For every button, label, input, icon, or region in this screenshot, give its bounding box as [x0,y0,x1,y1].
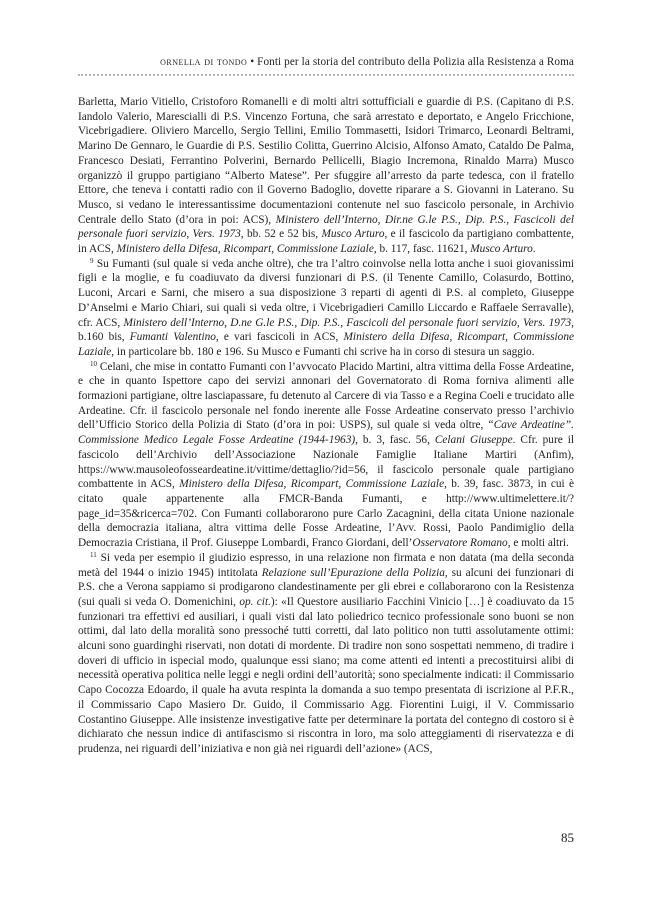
footnote-paragraph [78,551,574,757]
footnote-number: 10 [90,359,97,368]
footnote-paragraph [78,257,574,360]
italic-citation: Musco Arturo [470,243,533,256]
footnote-number: 11 [90,550,97,559]
header-author: ornella di tondo [160,56,248,68]
header-separator: • [247,56,258,68]
page-number: 85 [561,830,574,845]
footnotes-body [78,95,574,757]
italic-citation: “Cave Ardeatine”. Commissione Medico Legale Fosse Ardeatine (1944-1963) [78,419,574,447]
italic-citation: Ministero della Difesa, Ricompart, Commissione Laziale [179,478,445,491]
italic-citation: op. cit. [239,595,271,608]
italic-citation: Celani Giuseppe [434,434,513,447]
italic-citation: Ministero dell’Interno, Dir.ne G.le P.S., Dip. P.S., Fascicoli del personale fuori servizio, Vers. 1973 [78,213,574,241]
italic-citation: Ministero dell’Interno, D.ne G.le P.S., Dip. P.S., Fascicoli del personale fuori servizio, Vers. 1973 [123,316,572,329]
footnote-text: , b. 3, fasc. 56, [355,434,435,447]
italic-citation: Fumanti Valentino [129,331,216,344]
footnote-paragraph [78,360,574,551]
footnote-text: ): «Il Questore ausiliario Facchini Vinicio […] è coadiuvato da 15 funzionari tra effettivi ed ausiliari, i quali visti dal lato poliedrico tecnico professionale sono buoni se non ottimi, dal lato della moralità sono pressoché tutti corretti, dal lato politico non tutti assolutamente ottimi: alcuni sono guardinghi riservati, non dotati di mordente. Di tradire non sono sospettati nemmeno, di tradire i doveri di ufficio in ispecial modo, qualunque essi siano; ma come attenti ed intenti a precostituirsi alibi di necessità operativa politica nelle leggi e negli ordini dell’autorità; sono specialmente indicati: il Commissario Capo Cocozza Edoardo, il quale ha avuta respinta la domanda a suo tempo presentata di iscrizione al P.F.R., il Commissario Capo Masiero Dr. Guido, il Commissario Agg. Fiorentini Luigi, il V. Commissario Costantino Giuseppe. Alle insistenze investigative fatte per determinare la portata del contegno di costoro si è dichiarato che nessun indice di antifascismo si riscontra in loro, ma solo atteggiamenti di riservatezza e di prudenza, nei riguardi dell’iniziativa e non già nei riguardi dell’azione» (ACS, [78,595,574,755]
footnote-text: . [532,243,536,256]
italic-citation: Relazione sull’Epurazione della Polizia [261,566,445,579]
footnote-number: 9 [90,256,94,265]
footnote-text: Si veda per esempio il giudizio espresso, in una relazione non firmata e non datata (ma della seconda metà del 1944 o inizio 1945) intitolata [78,551,574,579]
footnote-text: Celani, che mise in contatto Fumanti con l’avvocato Placido Martini, altra vittima della Fosse Ardeatine, e che in quanto Ispettore capo dei servizi annonari del Governatorato di Roma forniva alimenti alle formazioni partigiane, oltre lasciapassare, fu detenuto al Carcere di via Tasso e a Regina Coeli e trucidato alle Ardeatine. Cfr. il fascicolo personale nel fondo inerente alle Fosse Ardeatine conservato presso l’archivio dell’Ufficio Storico della Polizia di Stato (d’ora in poi: USPS), sul quale si veda oltre, [78,360,574,432]
italic-citation: Ministero della Difesa, Ricompart, Commissione Laziale [78,331,574,358]
italic-citation: Ministero della Difesa, Ricompart, Commissione Laziale [116,243,374,256]
footnote-text: , b.160 bis, [78,316,574,344]
footnote-text: , su alcuni dei funzionari di P.S. che a Verona sappiamo si prodigarono clandestinamente per gli ebrei e collaborarono con la Resistenza (sui quali si veda O. Domenichini, [78,566,574,608]
italic-citation: Musco Arturo [321,228,385,241]
header-title: Fonti per la storia del contributo della Polizia alla Resistenza a Roma [257,56,574,68]
footnote-text: , in particolare bb. 180 e 196. Su Musco e Fumanti chi scrive ha in corso di stesura un saggio. [111,345,535,358]
footnote-text: , b. 117, fasc. 11621, [373,243,471,256]
italic-citation: Osservatore Romano [412,537,508,550]
footnote-text: . Cfr. pure il fascicolo dell’Archivio dell’Associazione Nazionale Famiglie Italiane Martiri (Anfim), https://www.mausoleofosseardeatine.it/vittime/dettaglio/?id=56, il fascicolo personale quale partigiano combattente in ACS, [78,434,574,491]
running-header [78,56,574,68]
footnote-text: Barletta, Mario Vitiello, Cristoforo Romanelli e di molti altri sottufficiali e guardie di P.S. (Capitano di P.S. Iandolo Valerio, Marescialli di P.S. Vincenzo Fortuna, che sarà arrestato e deportato, e Angelo Fricchione, Vicebrigadiere. Oliviero Marcello, Sergio Tellini, Emilio Tommasetti, Isidori Trimarco, Leonardi Beltrami, Marino De Gennaro, le Guardie di P.S. Sestilio Colitta, Guerrino Alcisio, Alfonso Amato, Cataldo De Palma, Francesco Desiati, Ferrantino Polverini, Bernardo Pellicelli, Biagio Incremona, Rinaldo Marra) Musco organizzò il gruppo partigiano “Alberto Matese”. Per sfuggire all’arresto da parte tedesca, con il fratello Ettore, che teneva i contatti radio con il Governo Badoglio, dovette riparare a S. Giovanni in Laterano. Su Musco, si vedano le interessantissime documentazioni contenute nel suo fascicolo personale, in Archivio Centrale dello Stato (d’ora in poi: ACS), [78,96,574,226]
footnote-text: , e molti altri. [507,537,569,550]
footnote-text: , e vari fascicoli in ACS, [215,331,344,344]
footnote-text: , e il fascicolo da partigiano combattente, in ACS, [78,228,574,256]
footnote-paragraph [78,95,574,257]
footnote-text: , bb. 52 e 52 bis, [240,228,322,241]
footnote-text: , b. 39, fasc. 3873, in cui è citato quale appartenente alla FMCR-Banda Fumanti, e http://www.ultimelettere.it/?page_id=35&ricerca=702. Con Fumanti collaborarono pure Carlo Zacagnini, della citata Unione nazionale della democrazia italiana, altra vittima delle Fosse Ardeatine, l’Avv. Rossi, Paolo Pandimiglio della Democrazia Cristiana, il Prof. Giuseppe Lombardi, Franco Giordani, dell’ [78,478,574,550]
header-dotted-rule [78,74,574,76]
footnote-text: Su Fumanti (sul quale si veda anche oltre), che tra l’altro coinvolse nella lotta anche i suoi giovanissimi figli e la moglie, e fu coadiuvato da diversi funzionari di P.S. (il Tenente Camillo, Colasurdo, Bottino, Luconi, Arcari e Sarni, che misero a sua disposizione 3 reparti di agenti di P.S. al completo, Giuseppe D’Anselmi e Mario Chiari, sui quali si veda oltre, i Vicebrigadieri Camillo Liccardo e Raffaele Serravalle), cfr. ACS, [78,257,574,329]
